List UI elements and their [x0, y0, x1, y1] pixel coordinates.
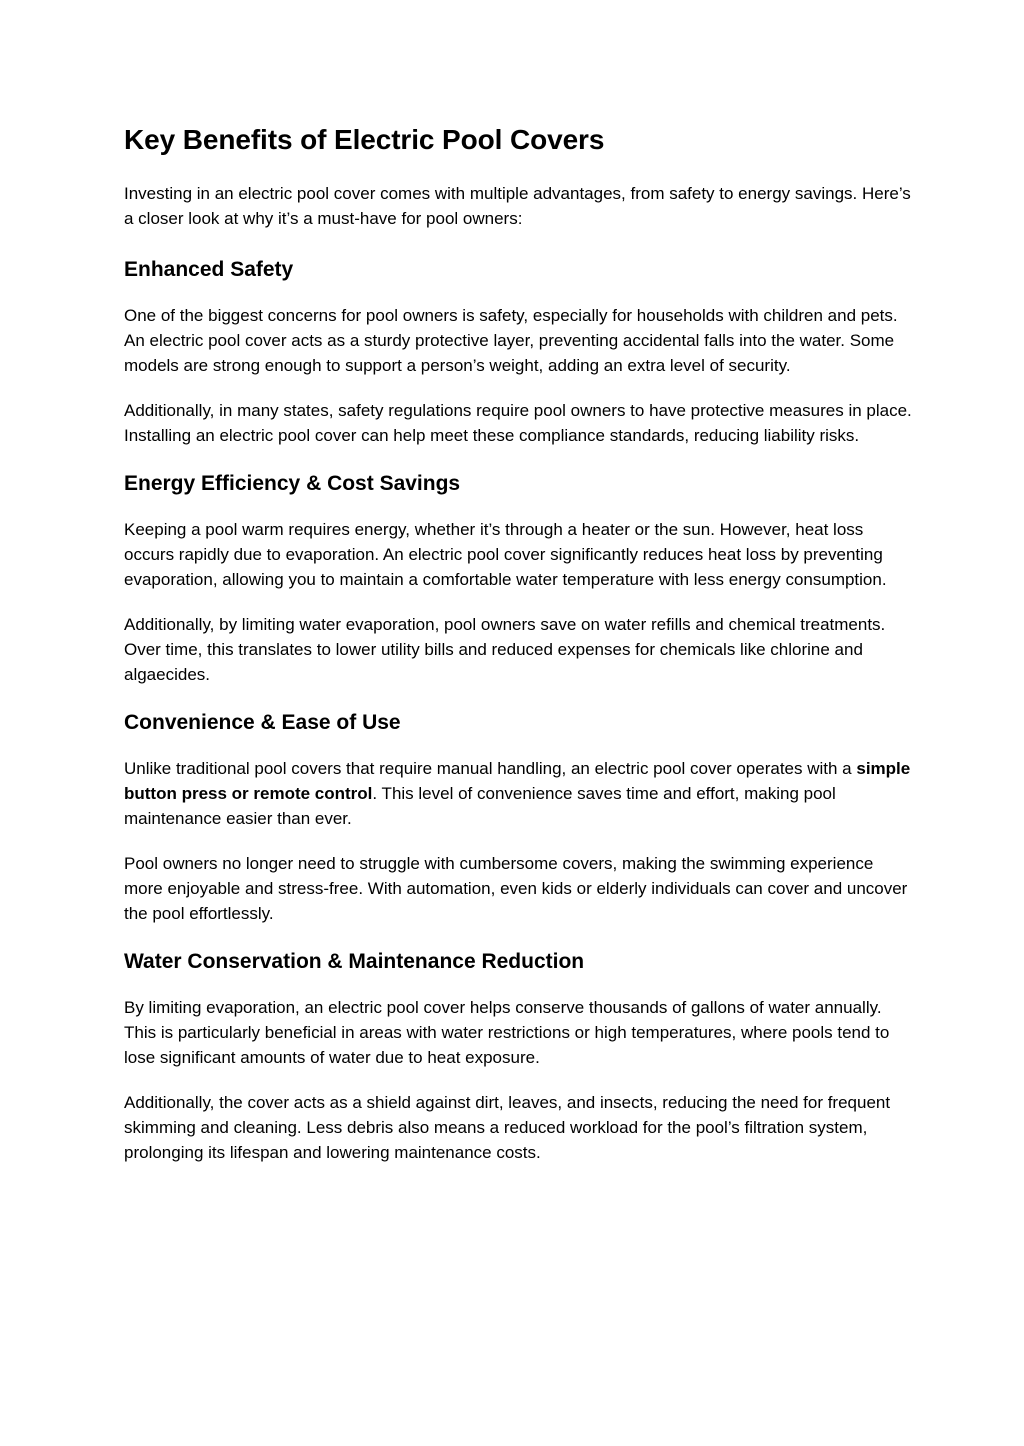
section-paragraph: Additionally, in many states, safety regulations require pool owners to have protective measures in place. Installing an electric pool cover can help meet these compliance standards, reducing liability risks.	[124, 401, 912, 445]
bold-phrase: simple button press or remote control	[124, 759, 911, 803]
section-paragraph: Additionally, the cover acts as a shield against dirt, leaves, and insects, reducing the need for frequent skimming and cleaning. Less debris also means a reduced workload for the pool’s filtration system, prolonging its lifespan and lowering maintenance costs.	[124, 1093, 891, 1162]
section-heading: Enhanced Safety	[124, 258, 294, 281]
section-paragraph: Keeping a pool warm requires energy, whether it’s through a heater or the sun. However, heat loss occurs rapidly due to evaporation. An electric pool cover significantly reduces heat loss by preventing evaporation, allowing you to maintain a comfortable water temperature with less energy consumption.	[124, 520, 887, 589]
section-paragraph: Pool owners no longer need to struggle with cumbersome covers, making the swimming experience more enjoyable and stress-free. With automation, even kids or elderly individuals can cover and uncover the pool effortlessly.	[124, 854, 908, 923]
section-paragraph	[124, 756, 914, 831]
intro-paragraph: Investing in an electric pool cover comes with multiple advantages, from safety to energy savings. Here’s a closer look at why it’s a must-have for pool owners:	[124, 184, 911, 228]
section-paragraph: Additionally, by limiting water evaporation, pool owners save on water refills and chemical treatments. Over time, this translates to lower utility bills and reduced expenses for chemicals like chlorine and algaecides.	[124, 615, 886, 684]
section-water-conservation	[124, 947, 914, 1165]
paragraph-text: Unlike traditional pool covers that require manual handling, an electric pool cover operates with a	[124, 759, 857, 778]
section-paragraph: One of the biggest concerns for pool owners is safety, especially for households with children and pets. An electric pool cover acts as a sturdy protective layer, preventing accidental falls into the water. Some models are strong enough to support a person’s weight, adding an extra level of security.	[124, 306, 898, 375]
paragraph-text: . This level of convenience saves time and effort, making pool maintenance easier than ever.	[124, 784, 836, 828]
section-heading: Energy Efficiency & Cost Savings	[124, 472, 461, 495]
section-convenience	[124, 708, 914, 926]
document-title: Key Benefits of Electric Pool Covers	[124, 124, 605, 155]
section-heading: Water Conservation & Maintenance Reduction	[124, 950, 585, 973]
section-heading: Convenience & Ease of Use	[124, 711, 401, 734]
section-enhanced-safety	[124, 255, 914, 448]
document-page	[124, 120, 914, 1165]
section-energy-efficiency	[124, 469, 914, 687]
section-paragraph: By limiting evaporation, an electric pool cover helps conserve thousands of gallons of water annually. This is particularly beneficial in areas with water restrictions or high temperatures, where pools tend to lose significant amounts of water due to heat exposure.	[124, 998, 890, 1067]
